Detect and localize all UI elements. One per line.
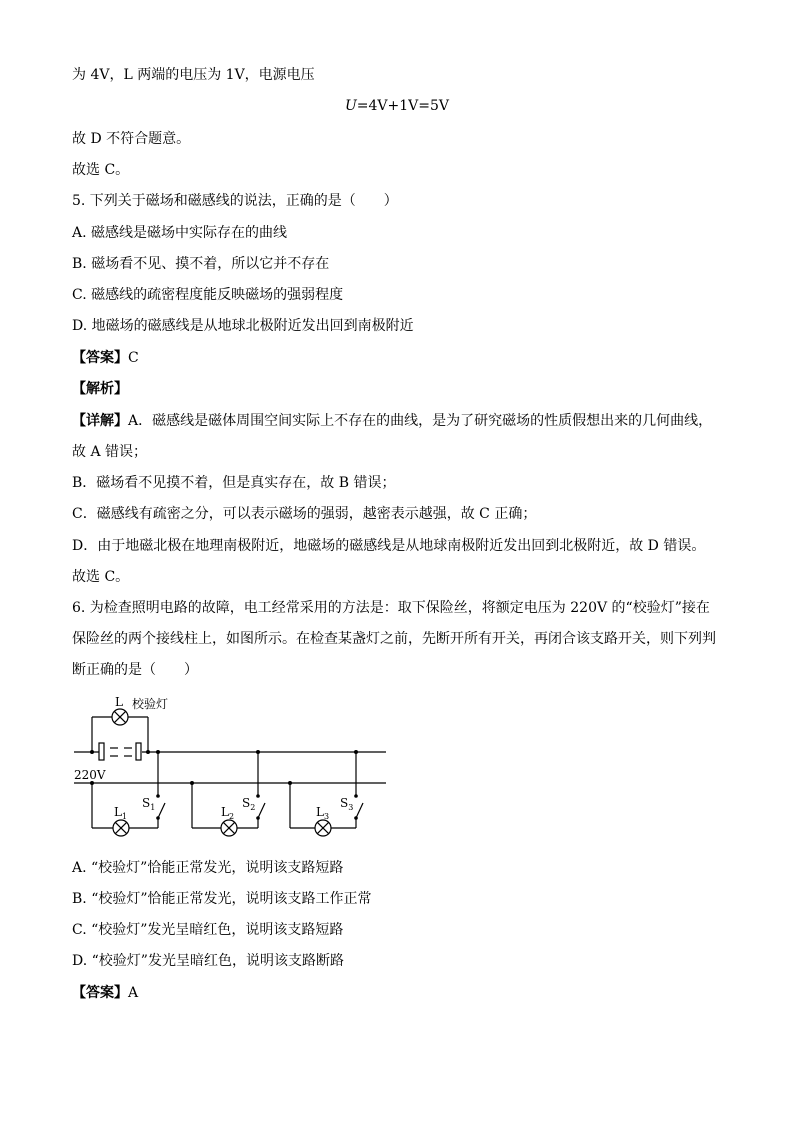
answer-value: C bbox=[128, 350, 139, 366]
lamp-2-label: $L_2$ bbox=[221, 805, 235, 821]
option-a: A. 磁感线是磁场中实际存在的曲线 bbox=[72, 225, 288, 241]
lamp-3-label: $L_3$ bbox=[316, 805, 330, 821]
equation-var: U bbox=[344, 98, 357, 114]
junction-dot bbox=[90, 750, 94, 754]
test-lamp-name: 校验灯 bbox=[132, 697, 169, 711]
answer-tag: 【答案】 bbox=[72, 350, 128, 366]
option-a: A. “校验灯”恰能正常发光，说明该支路短路 bbox=[72, 860, 344, 876]
text-line: 为 4V，L 两端的电压为 1V，电源电压 bbox=[72, 67, 315, 83]
option-b: B. 磁场看不见、摸不着，所以它并不存在 bbox=[72, 256, 330, 272]
lamp-3-icon bbox=[315, 820, 331, 836]
question-6-stem: 保险丝的两个接线柱上，如图所示。在检查某盏灯之前，先断开所有开关，再闭合该支路开关，则下列判 bbox=[72, 631, 716, 647]
question-5-stem: 5. 下列关于磁场和磁感线的说法，正确的是（ ） bbox=[72, 193, 398, 209]
switch-contact bbox=[156, 794, 160, 798]
option-c: C. “校验灯”发光呈暗红色，说明该支路短路 bbox=[72, 922, 344, 938]
explanation-line bbox=[72, 412, 712, 430]
answer-value: A bbox=[128, 985, 139, 1001]
test-lamp-icon bbox=[112, 709, 128, 725]
answer-tag: 【答案】 bbox=[72, 985, 128, 1001]
junction-dot bbox=[190, 781, 194, 785]
explanation-line: D．由于地磁北极在地理南极附近，地磁场的磁感线是从地球南极附近发出回到北极附近，故 D 错误。 bbox=[72, 538, 706, 554]
junction-dot bbox=[156, 750, 160, 754]
switch-contact bbox=[354, 816, 358, 820]
switch-contact bbox=[256, 816, 260, 820]
circuit-diagram bbox=[68, 690, 398, 840]
switch-2-label: $S_2$ bbox=[242, 796, 256, 812]
junction-dot bbox=[256, 750, 260, 754]
switch-1-label: $S_1$ bbox=[142, 796, 156, 812]
option-b: B. “校验灯”恰能正常发光，说明该支路工作正常 bbox=[72, 891, 372, 907]
answer-5 bbox=[72, 349, 139, 367]
answer-6 bbox=[72, 984, 138, 1002]
analysis-tag bbox=[72, 380, 128, 398]
text-line: 故 D 不符合题意。 bbox=[72, 131, 191, 147]
detail-text: A．磁感线是磁体周围空间实际上不存在的曲线，是为了研究磁场的性质假想出来的几何曲线， bbox=[128, 413, 713, 429]
switch-contact bbox=[256, 794, 260, 798]
text-line: 故选 C。 bbox=[72, 162, 130, 178]
explanation-line: B．磁场看不见摸不着，但是真实存在，故 B 错误； bbox=[72, 475, 396, 491]
explanation-line: C．磁感线有疏密之分，可以表示磁场的强弱，越密表示越强，故 C 正确； bbox=[72, 506, 537, 522]
switch-contact bbox=[354, 794, 358, 798]
equation bbox=[0, 97, 794, 115]
option-d: D. “校验灯”发光呈暗红色，说明该支路断路 bbox=[72, 953, 344, 969]
option-d: D. 地磁场的磁感线是从地球北极附近发出回到南极附近 bbox=[72, 318, 414, 334]
switch-3-label: $S_3$ bbox=[340, 796, 354, 812]
question-6-stem: 断正确的是（ ） bbox=[72, 662, 198, 678]
equation-rest: =4V+1V=5V bbox=[356, 98, 450, 114]
option-c: C. 磁感线的疏密程度能反映磁场的强弱程度 bbox=[72, 287, 344, 303]
lamp-1-icon bbox=[113, 820, 129, 836]
voltage-label: 220V bbox=[74, 768, 106, 782]
lamp-2-icon bbox=[221, 820, 237, 836]
analysis-label: 【解析】 bbox=[72, 381, 128, 397]
test-lamp-label: L bbox=[115, 695, 123, 709]
explanation-line: 故 A 错误； bbox=[72, 444, 148, 460]
lamp-1-label: $L_1$ bbox=[114, 805, 128, 821]
detail-tag: 【详解】 bbox=[72, 413, 128, 429]
switch-contact bbox=[156, 816, 160, 820]
junction-dot bbox=[288, 781, 292, 785]
explanation-line: 故选 C。 bbox=[72, 569, 130, 585]
junction-dot bbox=[354, 750, 358, 754]
question-6-stem: 6. 为检查照明电路的故障，电工经常采用的方法是：取下保险丝，将额定电压为 220V 的“校验灯”接在 bbox=[72, 600, 710, 616]
junction-dot bbox=[146, 750, 150, 754]
